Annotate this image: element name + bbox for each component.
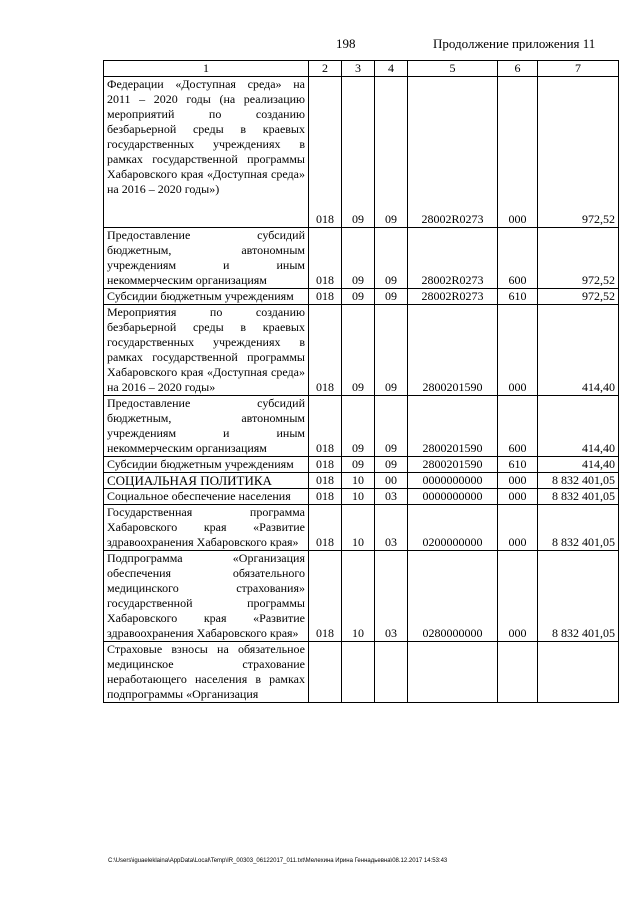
grbs-code: 018 bbox=[309, 77, 342, 228]
grbs-code: 018 bbox=[309, 396, 342, 457]
table-row bbox=[104, 505, 619, 551]
grbs-code bbox=[309, 642, 342, 703]
amount: 8 832 401,05 bbox=[538, 505, 619, 551]
row-name: Подпрограмма «Организация обеспечения обязательного медицинского страхования» государственной программы Хабаровского края «Развитие здравоохранения Хабаровского края» bbox=[104, 551, 309, 642]
section-code: 10 bbox=[342, 551, 375, 642]
column-number: 5 bbox=[408, 61, 498, 77]
amount: 972,52 bbox=[538, 289, 619, 305]
target-article-code: 0000000000 bbox=[408, 489, 498, 505]
table-row bbox=[104, 396, 619, 457]
page-number: 198 bbox=[336, 36, 356, 51]
table-row bbox=[104, 489, 619, 505]
target-article-code: 0000000000 bbox=[408, 473, 498, 489]
table-row bbox=[104, 289, 619, 305]
table-row bbox=[104, 228, 619, 289]
subsection-code: 03 bbox=[375, 551, 408, 642]
target-article-code: 0200000000 bbox=[408, 505, 498, 551]
amount: 8 832 401,05 bbox=[538, 489, 619, 505]
expense-type-code: 000 bbox=[498, 505, 538, 551]
section-code: 09 bbox=[342, 305, 375, 396]
grbs-code: 018 bbox=[309, 228, 342, 289]
target-article-code: 28002R0273 bbox=[408, 289, 498, 305]
subsection-code: 03 bbox=[375, 489, 408, 505]
grbs-code: 018 bbox=[309, 289, 342, 305]
expense-type-code: 000 bbox=[498, 77, 538, 228]
expense-type-code: 610 bbox=[498, 457, 538, 473]
expense-type-code: 600 bbox=[498, 228, 538, 289]
appendix-continuation-label: Продолжение приложения 11 bbox=[433, 36, 596, 51]
row-name: Предоставление субсидий бюджетным, автономным учреждениям и иным некоммерческим организациям bbox=[104, 228, 309, 289]
row-name: Субсидии бюджетным учреждениям bbox=[104, 457, 309, 473]
expense-type-code: 000 bbox=[498, 305, 538, 396]
expense-type-code: 600 bbox=[498, 396, 538, 457]
column-number: 6 bbox=[498, 61, 538, 77]
table-row bbox=[104, 77, 619, 228]
section-code: 09 bbox=[342, 457, 375, 473]
section-code: 09 bbox=[342, 77, 375, 228]
expense-type-code: 610 bbox=[498, 289, 538, 305]
amount bbox=[538, 642, 619, 703]
amount: 414,40 bbox=[538, 396, 619, 457]
target-article-code: 2800201590 bbox=[408, 396, 498, 457]
grbs-code: 018 bbox=[309, 505, 342, 551]
amount: 8 832 401,05 bbox=[538, 551, 619, 642]
subsection-code bbox=[375, 642, 408, 703]
row-name: Мероприятия по созданию безбарьерной среды в краевых государственных учреждениях в рамках государственной программы Хабаровского края «Доступная среда» на 2016 – 2020 годы» bbox=[104, 305, 309, 396]
grbs-code: 018 bbox=[309, 457, 342, 473]
grbs-code: 018 bbox=[309, 305, 342, 396]
amount: 972,52 bbox=[538, 77, 619, 228]
row-name: Государственная программа Хабаровского края «Развитие здравоохранения Хабаровского края» bbox=[104, 505, 309, 551]
row-name: Социальное обеспечение населения bbox=[104, 489, 309, 505]
target-article-code: 2800201590 bbox=[408, 457, 498, 473]
expense-type-code bbox=[498, 642, 538, 703]
subsection-code: 00 bbox=[375, 473, 408, 489]
amount: 972,52 bbox=[538, 228, 619, 289]
grbs-code: 018 bbox=[309, 489, 342, 505]
table-row bbox=[104, 642, 619, 703]
subsection-code: 09 bbox=[375, 457, 408, 473]
table-row bbox=[104, 305, 619, 396]
grbs-code: 018 bbox=[309, 551, 342, 642]
target-article-code: 28002R0273 bbox=[408, 77, 498, 228]
expense-type-code: 000 bbox=[498, 473, 538, 489]
target-article-code: 0280000000 bbox=[408, 551, 498, 642]
section-code: 10 bbox=[342, 505, 375, 551]
table-row bbox=[104, 473, 619, 489]
section-code: 10 bbox=[342, 489, 375, 505]
row-name: Страховые взносы на обязательное медицинское страхование неработающего населения в рамках подпрограммы «Организация bbox=[104, 642, 309, 703]
row-name: Субсидии бюджетным учреждениям bbox=[104, 289, 309, 305]
target-article-code: 28002R0273 bbox=[408, 228, 498, 289]
table-row bbox=[104, 457, 619, 473]
budget-table bbox=[103, 60, 619, 703]
target-article-code bbox=[408, 642, 498, 703]
expense-type-code: 000 bbox=[498, 551, 538, 642]
row-name: Предоставление субсидий бюджетным, автономным учреждениям и иным некоммерческим организациям bbox=[104, 396, 309, 457]
row-name: СОЦИАЛЬНАЯ ПОЛИТИКА bbox=[104, 473, 309, 489]
subsection-code: 09 bbox=[375, 396, 408, 457]
section-code: 09 bbox=[342, 228, 375, 289]
subsection-code: 09 bbox=[375, 289, 408, 305]
row-name: Федерации «Доступная среда» на 2011 – 2020 годы (на реализацию мероприятий по созданию безбарьерной среды в краевых государственных учреждениях в рамках государственной программы Хабаровского края «Доступная среда» на 2016 – 2020 годы») bbox=[104, 77, 309, 228]
subsection-code: 09 bbox=[375, 228, 408, 289]
subsection-code: 03 bbox=[375, 505, 408, 551]
amount: 8 832 401,05 bbox=[538, 473, 619, 489]
expense-type-code: 000 bbox=[498, 489, 538, 505]
column-number-row bbox=[104, 61, 619, 77]
column-number: 4 bbox=[375, 61, 408, 77]
column-number: 2 bbox=[309, 61, 342, 77]
grbs-code: 018 bbox=[309, 473, 342, 489]
column-number: 3 bbox=[342, 61, 375, 77]
target-article-code: 2800201590 bbox=[408, 305, 498, 396]
subsection-code: 09 bbox=[375, 77, 408, 228]
section-code: 09 bbox=[342, 396, 375, 457]
table-row bbox=[104, 551, 619, 642]
footer-file-path: C:\Users\iguaeleklaina\AppData\Local\Temp\IR_00303_06122017_011.txt\Мелехина Ирина Геннадьевна\08.12.2017 14:53:43 bbox=[108, 858, 448, 864]
section-code: 09 bbox=[342, 289, 375, 305]
column-number: 1 bbox=[104, 61, 309, 77]
subsection-code: 09 bbox=[375, 305, 408, 396]
amount: 414,40 bbox=[538, 457, 619, 473]
column-number: 7 bbox=[538, 61, 619, 77]
section-code: 10 bbox=[342, 473, 375, 489]
section-code bbox=[342, 642, 375, 703]
amount: 414,40 bbox=[538, 305, 619, 396]
